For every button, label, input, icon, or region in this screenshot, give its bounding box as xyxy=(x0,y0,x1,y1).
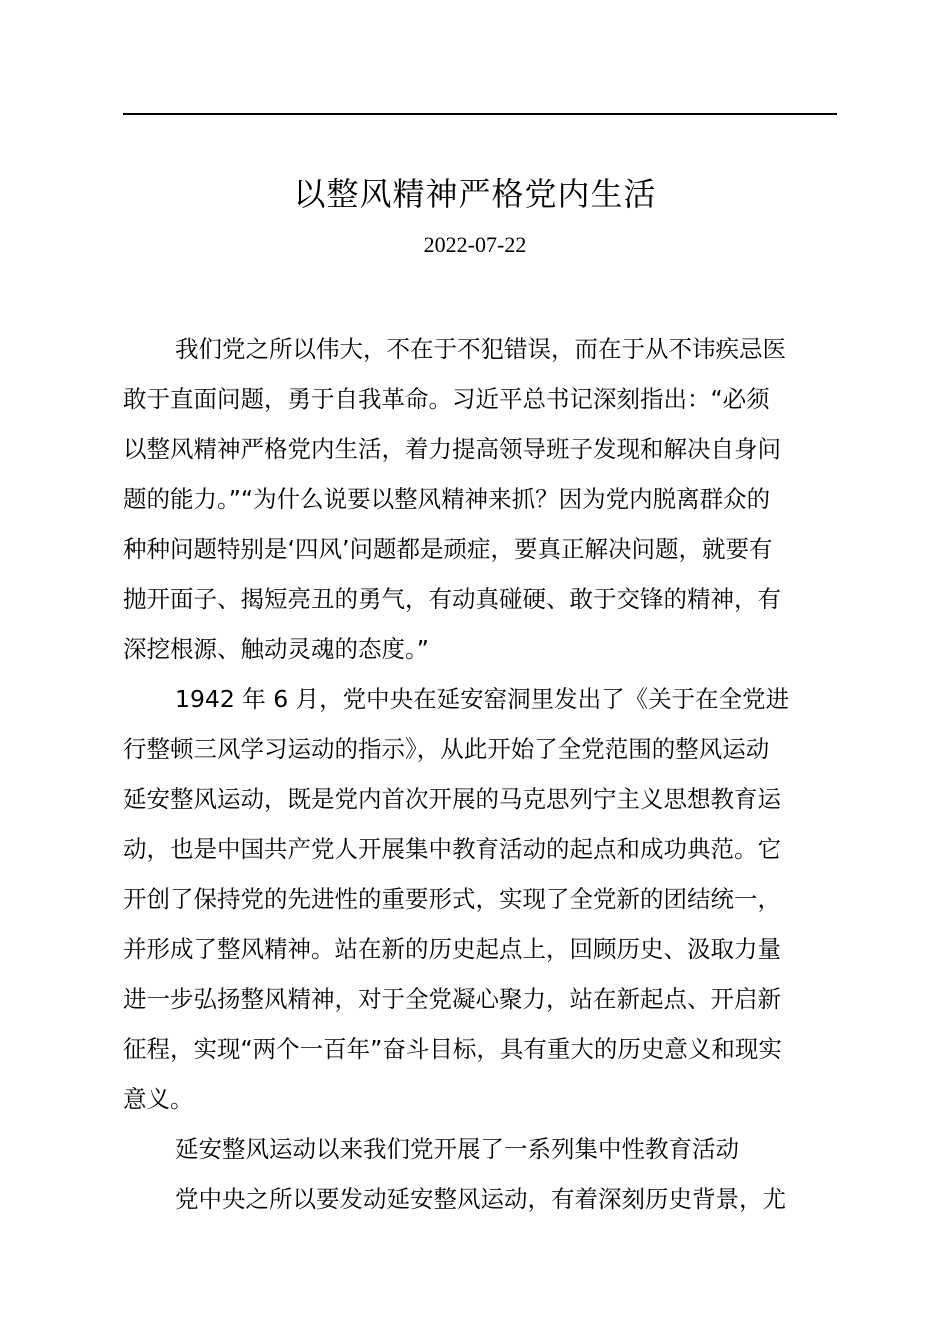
paragraph-line: 动，也是中国共产党人开展集中教育活动的起点和成功典范。它 xyxy=(123,835,781,863)
paragraph-line: 征程，实现“两个一百年”奋斗目标，具有重大的历史意义和现实 xyxy=(123,1035,782,1063)
header-rule xyxy=(123,113,837,115)
paragraph-line: 敢于直面问题，勇于自我革命。习近平总书记深刻指出：“必须 xyxy=(123,385,770,413)
paragraph-line: 深挖根源、触动灵魂的态度。” xyxy=(123,635,429,663)
paragraph-line: 抛开面子、揭短亮丑的勇气，有动真碰硬、敢于交锋的精神，有 xyxy=(123,585,781,613)
document-title: 以整风精神严格党内生活 xyxy=(293,175,657,213)
paragraph-line: 1942 年 6 月，党中央在延安窑洞里发出了《关于在全党进 xyxy=(175,685,790,713)
paragraph-line: 党中央之所以要发动延安整风运动，有着深刻历史背景，尤 xyxy=(175,1185,786,1213)
document-date: 2022-07-22 xyxy=(423,232,527,257)
section-heading xyxy=(123,1124,837,1174)
paragraph-line: 意义。 xyxy=(123,1085,194,1113)
paragraph-line: 开创了保持党的先进性的重要形式，实现了全党新的团结统一， xyxy=(123,885,781,913)
paragraph-2 xyxy=(123,674,837,1124)
paragraph-line: 以整风精神严格党内生活，着力提高领导班子发现和解决自身问 xyxy=(123,435,781,463)
paragraph-3 xyxy=(123,1174,837,1224)
paragraph-line: 延安整风运动以来我们党开展了一系列集中性教育活动 xyxy=(175,1135,739,1163)
document-body xyxy=(123,324,837,1224)
paragraph-line: 延安整风运动，既是党内首次开展的马克思列宁主义思想教育运 xyxy=(123,785,781,813)
paragraph-line: 题的能力。”“为什么说要以整风精神来抓？因为党内脱离群众的 xyxy=(123,485,771,513)
paragraph-line: 行整顿三风学习运动的指示》，从此开始了全党范围的整风运动 xyxy=(123,735,770,763)
paragraph-line: 进一步弘扬整风精神，对于全党凝心聚力，站在新起点、开启新 xyxy=(123,985,781,1013)
paragraph-1 xyxy=(123,324,837,674)
paragraph-line: 并形成了整风精神。站在新的历史起点上，回顾历史、汲取力量 xyxy=(123,935,781,963)
paragraph-line: 我们党之所以伟大，不在于不犯错误，而在于从不讳疾忌医 xyxy=(175,335,786,363)
paragraph-line: 种种问题特别是‘四风’问题都是顽症，要真正解决问题，就要有 xyxy=(123,535,773,563)
